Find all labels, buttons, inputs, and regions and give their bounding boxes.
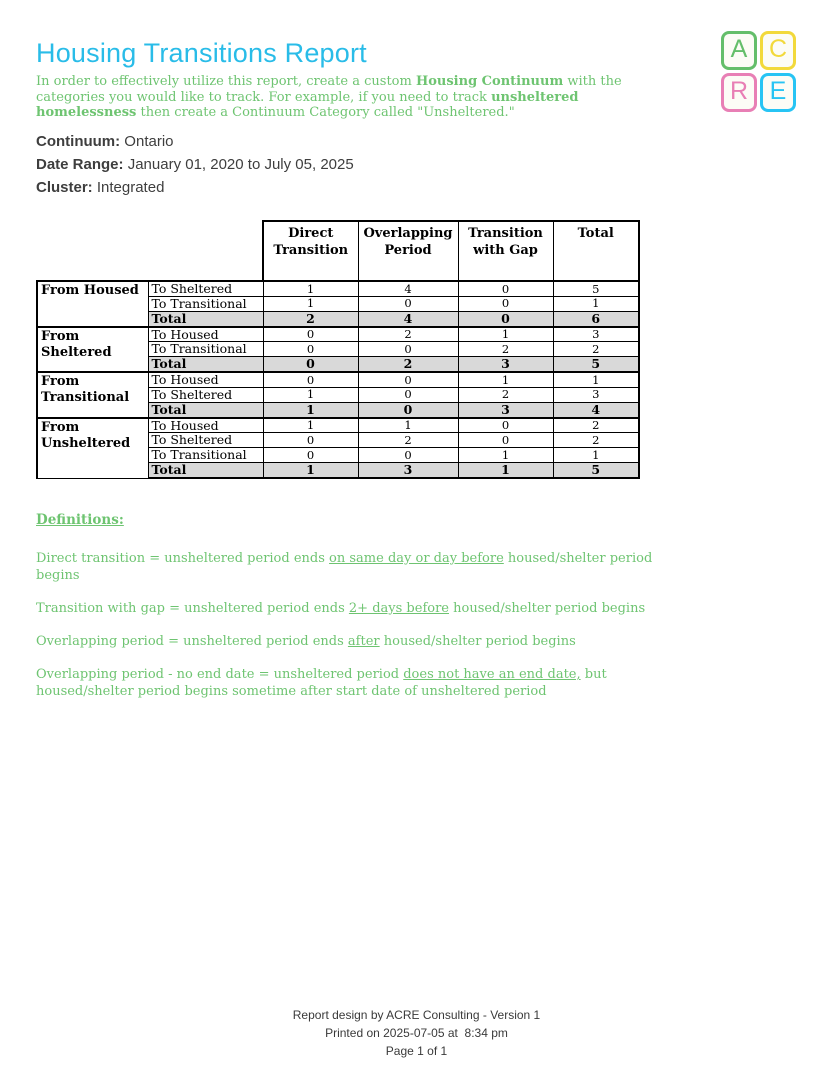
total-label: Total xyxy=(148,357,263,372)
value-cell: 0 xyxy=(358,372,458,387)
table-header xyxy=(37,221,639,281)
logo-tile-e: E xyxy=(760,73,796,112)
row-group-label: From Unsheltered xyxy=(37,418,148,479)
logo-tile-r: R xyxy=(721,73,757,112)
row-label: To Transitional xyxy=(148,342,263,357)
definition-text: Overlapping period - no end date = unsheltered period xyxy=(36,667,404,682)
value-cell: 0 xyxy=(358,448,458,463)
meta-value: Ontario xyxy=(120,133,174,150)
intro-text-part: Housing Continuum xyxy=(415,74,564,89)
value-cell: 1 xyxy=(553,448,639,463)
value-cell: 2 xyxy=(458,387,553,402)
row-group-label: From Transitional xyxy=(37,372,148,418)
footer-line: Report design by ACRE Consulting - Version 1 xyxy=(292,1008,541,1022)
footer-line: Printed on 2025-07-05 at 8:34 pm xyxy=(325,1026,508,1040)
intro-text-part: with the categories you would like to track. For example, if you need to track xyxy=(36,74,622,105)
definition-item xyxy=(36,633,681,650)
total-value-cell: 1 xyxy=(263,463,358,478)
definition-underlined-text: does not have an end date, xyxy=(403,667,581,682)
total-value-cell: 3 xyxy=(458,402,553,417)
total-label: Total xyxy=(148,402,263,417)
value-cell: 1 xyxy=(458,448,553,463)
value-cell: 1 xyxy=(458,372,553,387)
row-label: To Transitional xyxy=(148,296,263,311)
column-header: Overlapping Period xyxy=(358,221,458,281)
total-value-cell: 4 xyxy=(553,402,639,417)
definitions-section xyxy=(36,512,681,716)
value-cell: 1 xyxy=(358,418,458,433)
value-cell: 0 xyxy=(358,342,458,357)
header-corner-cell xyxy=(148,221,263,281)
total-value-cell: 4 xyxy=(358,311,458,326)
row-group-label: From Sheltered xyxy=(37,327,148,373)
row-label: To Sheltered xyxy=(148,387,263,402)
row-label: To Housed xyxy=(148,327,263,342)
definition-text: Overlapping period = unsheltered period ends xyxy=(36,634,348,649)
transitions-table xyxy=(36,220,640,479)
total-value-cell: 6 xyxy=(553,311,639,326)
total-value-cell: 5 xyxy=(553,357,639,372)
row-label: To Transitional xyxy=(148,448,263,463)
value-cell: 0 xyxy=(263,342,358,357)
value-cell: 2 xyxy=(458,342,553,357)
value-cell: 0 xyxy=(263,433,358,448)
total-label: Total xyxy=(148,311,263,326)
total-value-cell: 3 xyxy=(458,357,553,372)
total-value-cell: 1 xyxy=(263,402,358,417)
value-cell: 3 xyxy=(553,327,639,342)
row-group-label: From Housed xyxy=(37,281,148,327)
table-row xyxy=(37,372,639,387)
value-cell: 0 xyxy=(263,372,358,387)
footer-line: Page 1 of 1 xyxy=(385,1044,448,1058)
total-value-cell: 5 xyxy=(553,463,639,478)
total-value-cell: 2 xyxy=(358,357,458,372)
page-footer xyxy=(0,1006,833,1060)
value-cell: 1 xyxy=(263,296,358,311)
value-cell: 0 xyxy=(358,387,458,402)
meta-label: Date Range: xyxy=(36,156,124,173)
definition-item xyxy=(36,666,681,700)
value-cell: 2 xyxy=(553,418,639,433)
meta-row xyxy=(36,156,354,174)
definitions-list xyxy=(36,550,681,700)
intro-paragraph xyxy=(36,74,668,121)
meta-value: Integrated xyxy=(92,179,165,196)
total-value-cell: 3 xyxy=(358,463,458,478)
total-value-cell: 0 xyxy=(263,357,358,372)
column-header: Direct Transition xyxy=(263,221,358,281)
definition-item xyxy=(36,600,681,617)
value-cell: 0 xyxy=(458,281,553,296)
header-corner-cell xyxy=(37,221,148,281)
intro-text-part: unsheltered homelessness xyxy=(36,89,579,120)
value-cell: 1 xyxy=(458,327,553,342)
value-cell: 0 xyxy=(458,418,553,433)
value-cell: 1 xyxy=(263,387,358,402)
definition-underlined-text: 2+ days before xyxy=(348,601,449,616)
value-cell: 0 xyxy=(458,433,553,448)
value-cell: 0 xyxy=(358,296,458,311)
value-cell: 1 xyxy=(553,296,639,311)
logo-tile-c: C xyxy=(760,31,796,70)
page-title: Housing Transitions Report xyxy=(36,38,367,68)
report-meta xyxy=(36,133,354,202)
total-label: Total xyxy=(148,463,263,478)
value-cell: 3 xyxy=(553,387,639,402)
definition-text: Transition with gap = unsheltered period ends xyxy=(36,601,349,616)
value-cell: 0 xyxy=(263,448,358,463)
column-header: Transition with Gap xyxy=(458,221,553,281)
total-value-cell: 0 xyxy=(458,311,553,326)
column-header: Total xyxy=(553,221,639,281)
meta-row xyxy=(36,133,354,151)
value-cell: 1 xyxy=(263,418,358,433)
intro-text-part: then create a Continuum Category called "Unsheltered." xyxy=(136,105,515,120)
value-cell: 4 xyxy=(358,281,458,296)
table-row xyxy=(37,418,639,433)
row-label: To Housed xyxy=(148,372,263,387)
total-value-cell: 0 xyxy=(358,402,458,417)
value-cell: 2 xyxy=(553,342,639,357)
row-label: To Housed xyxy=(148,418,263,433)
total-value-cell: 1 xyxy=(458,463,553,478)
value-cell: 0 xyxy=(458,296,553,311)
definition-underlined-text: on same day or day before xyxy=(329,551,504,566)
table-row xyxy=(37,281,639,296)
value-cell: 2 xyxy=(358,327,458,342)
meta-label: Continuum: xyxy=(36,133,121,150)
definitions-heading: Definitions: xyxy=(36,512,124,528)
total-value-cell: 2 xyxy=(263,311,358,326)
value-cell: 2 xyxy=(358,433,458,448)
value-cell: 1 xyxy=(553,372,639,387)
table-row xyxy=(37,327,639,342)
row-label: To Sheltered xyxy=(148,281,263,296)
logo-tile-a: A xyxy=(721,31,757,70)
meta-label: Cluster: xyxy=(36,179,93,196)
table-body xyxy=(37,281,639,478)
acre-logo xyxy=(721,31,796,112)
definition-text: housed/shelter period begins xyxy=(379,634,576,649)
value-cell: 2 xyxy=(553,433,639,448)
definition-text: housed/shelter period begins xyxy=(36,551,653,583)
value-cell: 0 xyxy=(263,327,358,342)
value-cell: 1 xyxy=(263,281,358,296)
definition-item xyxy=(36,550,681,584)
meta-value: January 01, 2020 to July 05, 2025 xyxy=(123,156,354,173)
definition-text: Direct transition = unsheltered period ends xyxy=(36,551,330,566)
meta-row xyxy=(36,179,354,197)
intro-text-part: In order to effectively utilize this report, create a custom xyxy=(36,74,416,89)
definition-underlined-text: after xyxy=(347,634,380,649)
definition-text: but housed/shelter period begins sometime after start date of unsheltered period xyxy=(36,667,607,699)
value-cell: 5 xyxy=(553,281,639,296)
row-label: To Sheltered xyxy=(148,433,263,448)
definition-text: housed/shelter period begins xyxy=(448,601,646,616)
